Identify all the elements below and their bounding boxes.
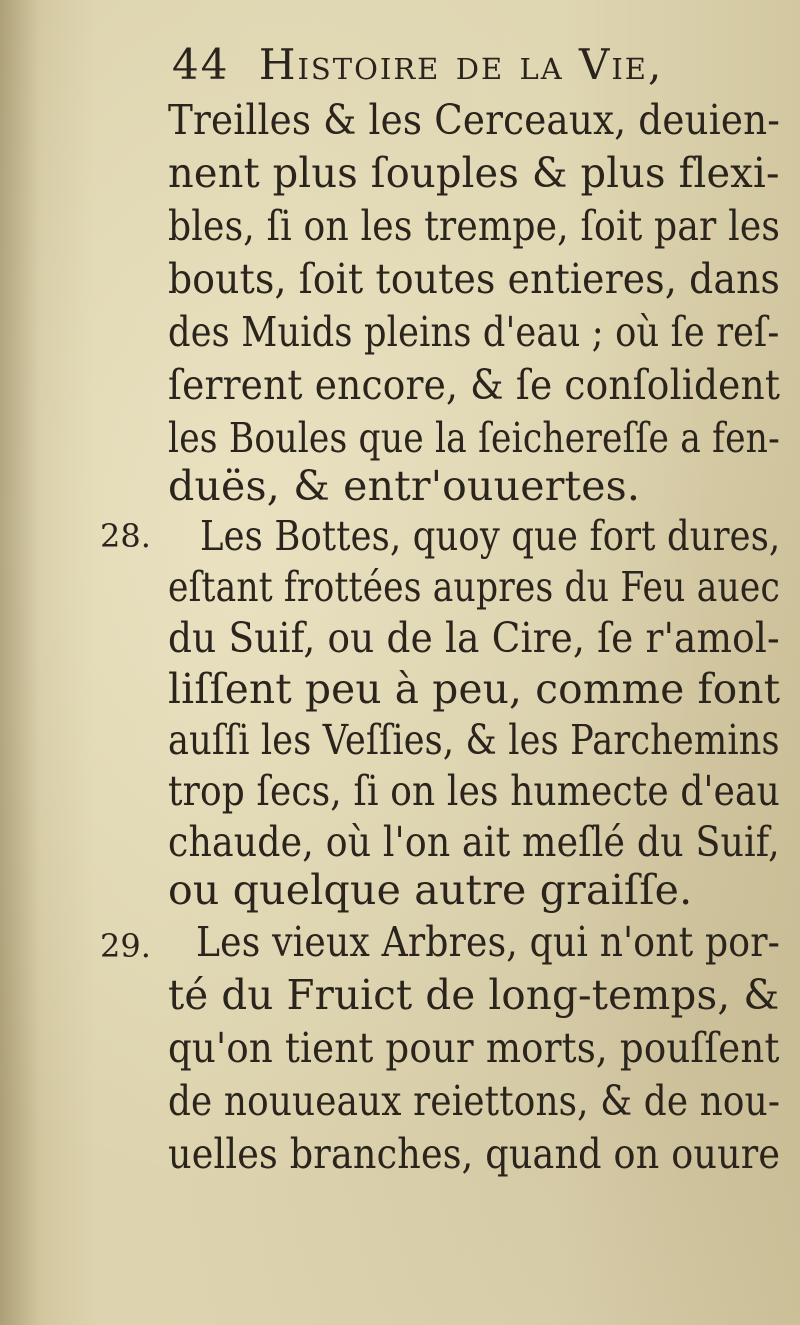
text-line: Treilles & les Cerceaux, deuien- (168, 96, 781, 144)
text-line: auſſi les Veſſies, & les Parchemins (168, 716, 780, 764)
page-number: 44 (172, 40, 230, 89)
text-line: chaude, où l'on ait meſlé du Suif, (168, 818, 780, 866)
gutter-shadow (0, 0, 40, 1325)
paragraph-number: 29. (100, 927, 151, 965)
text-line: du Suif, ou de la Cire, ſe r'amol- (168, 614, 780, 662)
running-title: Histoire de la Vie, (258, 40, 664, 89)
text-line: des Muids pleins d'eau ; où ſe reſ- (168, 308, 780, 356)
text-line: eſtant frottées aupres du Feu auec (168, 563, 780, 611)
text-line: nent plus ſouples & plus flexi- (168, 149, 780, 197)
text-line: Les vieux Arbres, qui n'ont por- (196, 918, 781, 966)
text-line: qu'on tient pour morts, pouſſent (168, 1024, 780, 1072)
text-line: les Boules que la ſeichereſſe a fen- (168, 414, 780, 462)
text-line: liſſent peu à peu, comme font (168, 665, 781, 713)
text-line: bouts, ſoit toutes entieres, dans (168, 255, 781, 303)
text-line: Les Bottes, quoy que fort dures, (200, 512, 781, 560)
page-header (172, 40, 663, 89)
paragraph-number: 28. (100, 517, 151, 555)
text-line: de nouueaux reiettons, & de nou- (168, 1077, 781, 1125)
text-line: duës, & entr'ouuertes. (168, 462, 641, 510)
text-line: uelles branches, quand on ouure (168, 1130, 781, 1178)
text-line: bles, ſi on les trempe, ſoit par les (168, 202, 781, 250)
text-line: ſerrent encore, & ſe conſolident (168, 361, 781, 409)
text-line: té du Fruict de long-temps, & (168, 971, 780, 1019)
text-line: trop ſecs, ſi on les humecte d'eau (168, 767, 780, 815)
text-line: ou quelque autre graiſſe. (168, 866, 693, 914)
